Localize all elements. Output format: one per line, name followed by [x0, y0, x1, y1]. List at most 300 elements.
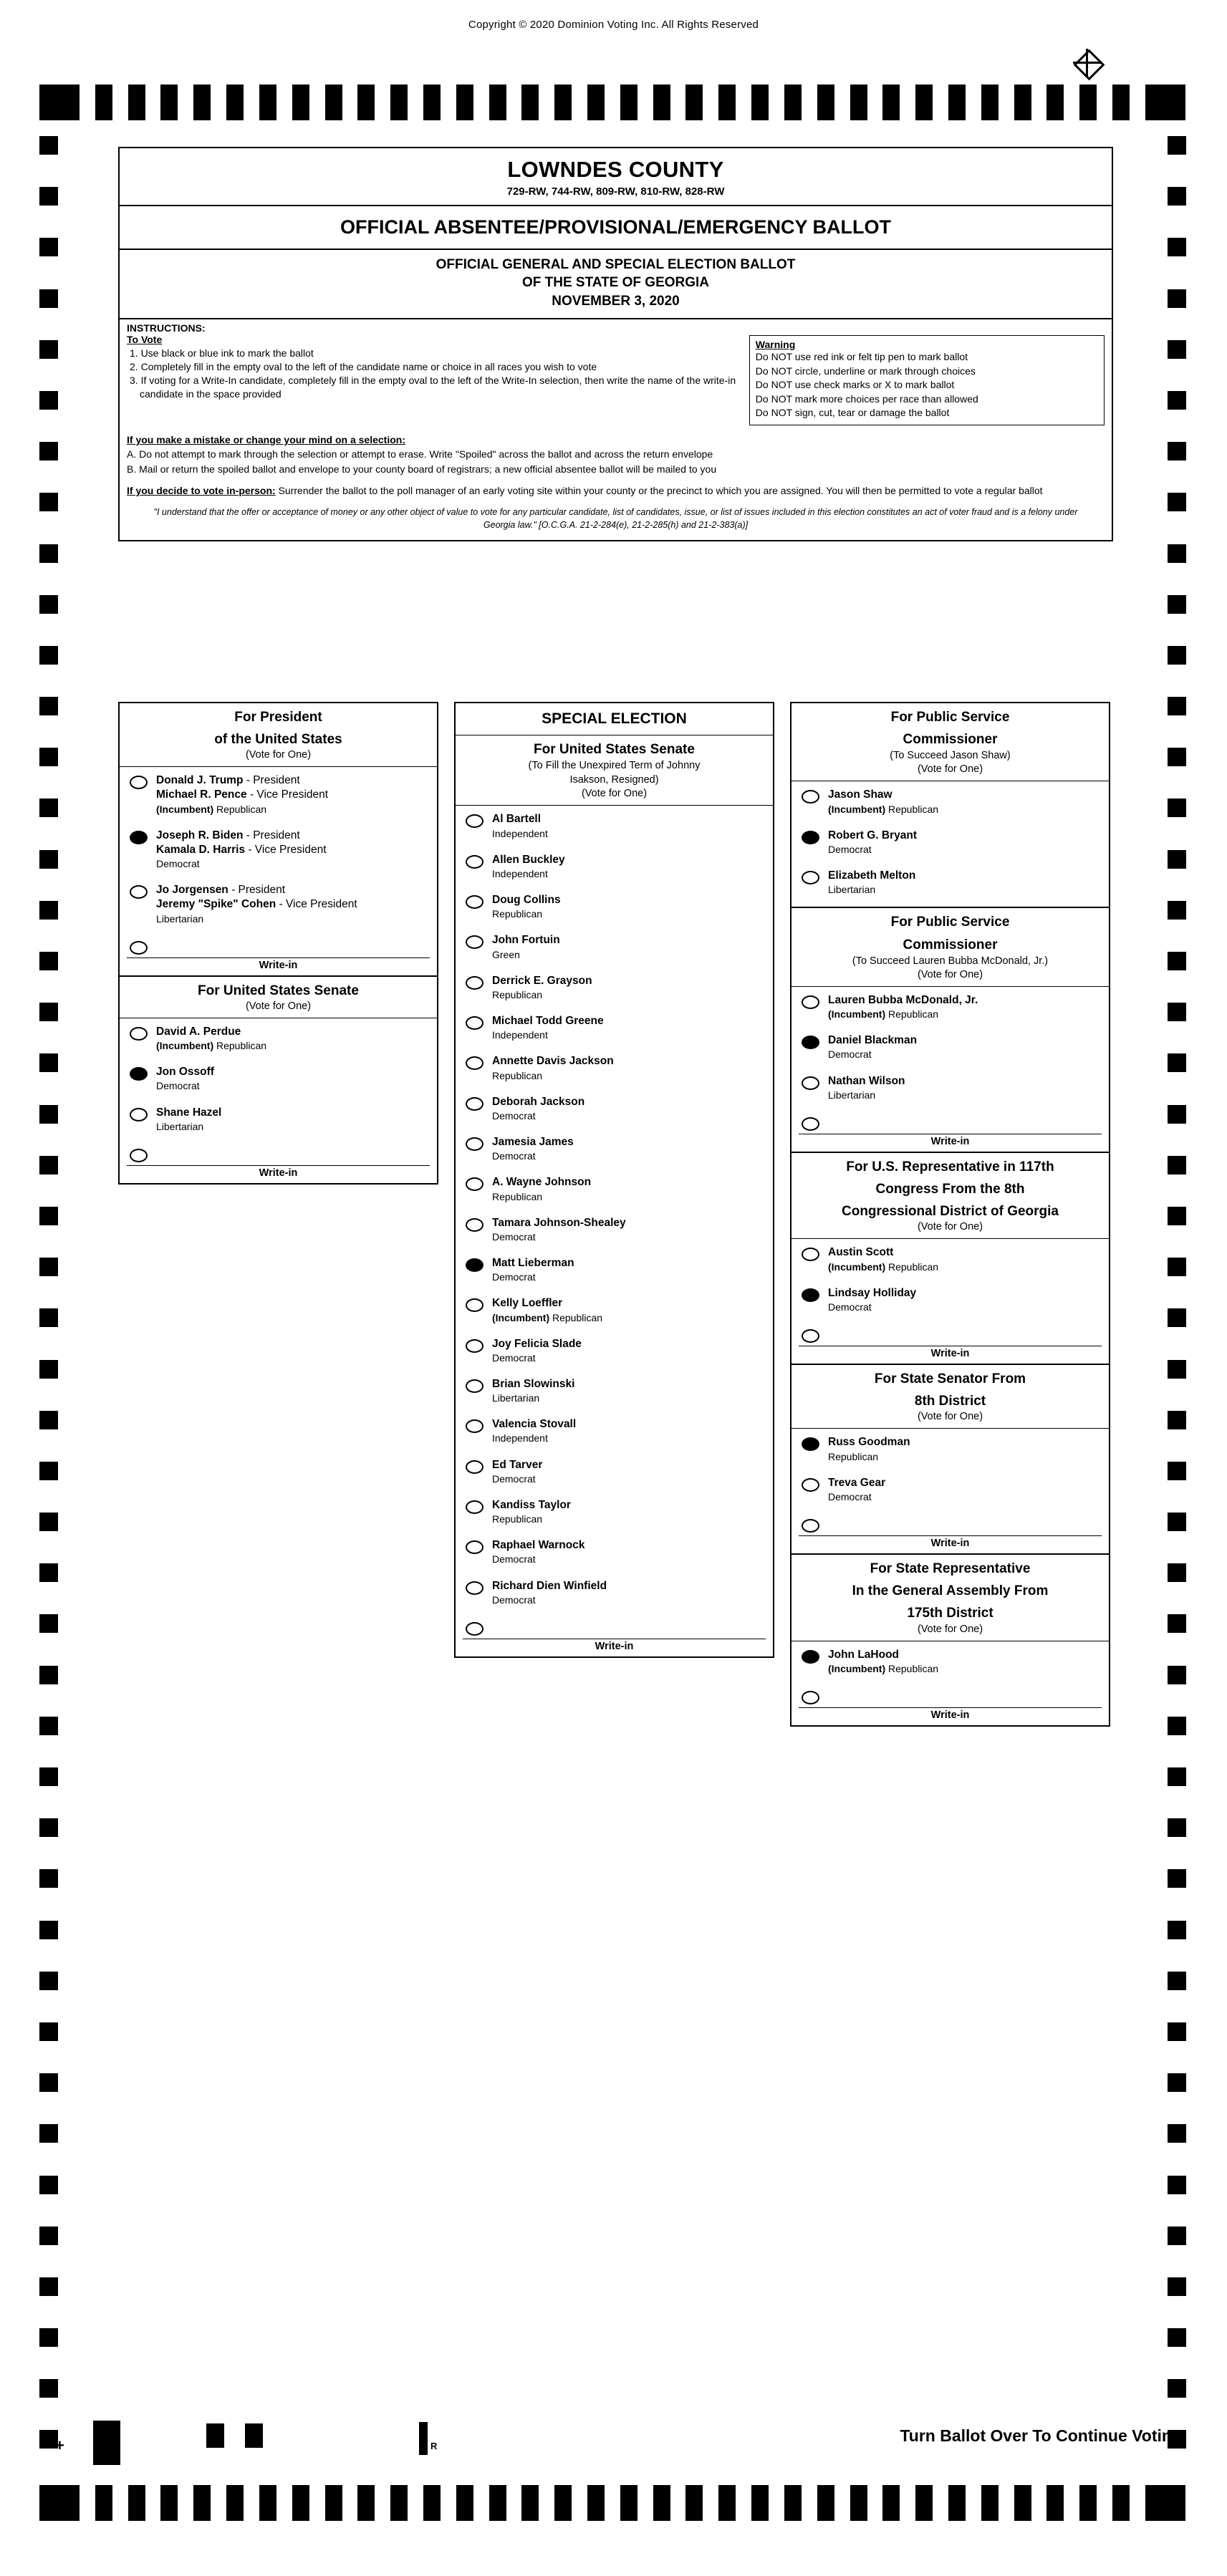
candidate-option[interactable] [456, 1129, 773, 1169]
party-label: Republican [492, 1190, 543, 1202]
vote-oval[interactable] [466, 935, 483, 949]
registration-mark-icon [1073, 49, 1102, 77]
candidate-name: Austin Scott [828, 1246, 894, 1259]
precinct-list: 729-RW, 744-RW, 809-RW, 810-RW, 828-RW [506, 185, 725, 198]
timing-mark [39, 187, 58, 206]
candidate-option[interactable] [456, 1573, 773, 1613]
vote-oval[interactable] [466, 1016, 483, 1030]
voter-fraud-affirmation: "I understand that the offer or acceptance of money or any other object of value to vote for any particular candidate, list of candidates, issue, or list of issues included in this election constitutes an act of voter fraud and is a felony under Georgia law." [O.C.G.A. 21-2-284(e), 21-2-285(h) and 21-2-383(a)] [153, 507, 1078, 530]
contest-title-line2: 8th District [914, 1394, 986, 1409]
candidate-name: Joseph R. Biden [156, 829, 244, 841]
vote-oval[interactable] [466, 1218, 483, 1232]
candidate-name: Treva Gear [828, 1476, 886, 1489]
timing-marks-top [39, 85, 1185, 120]
incumbent-label: (Incumbent) [492, 1311, 550, 1323]
vote-oval[interactable] [802, 1650, 819, 1664]
timing-mark [751, 85, 769, 120]
timing-mark [160, 85, 178, 120]
vote-oval[interactable] [466, 1540, 483, 1554]
candidate-name: David A. Perdue [156, 1025, 241, 1038]
vote-oval[interactable] [466, 1419, 483, 1433]
candidate-option[interactable] [456, 1411, 773, 1451]
write-in-option[interactable] [791, 1682, 1109, 1706]
timing-mark [948, 2485, 966, 2521]
party-label: Republican [492, 1069, 543, 1081]
vote-oval[interactable] [802, 1288, 819, 1302]
timing-mark [1168, 493, 1186, 511]
candidate-option[interactable] [791, 1470, 1109, 1510]
timing-mark [784, 85, 802, 120]
timing-mark [390, 2485, 408, 2521]
timing-mark [1168, 1563, 1186, 1582]
county-title: LOWNDES COUNTY [507, 157, 724, 182]
vote-oval[interactable] [466, 814, 483, 828]
candidate-option[interactable] [791, 1429, 1109, 1469]
candidate-option[interactable] [456, 1492, 773, 1532]
timing-mark [1168, 850, 1186, 869]
vote-oval[interactable] [130, 941, 148, 955]
mistake-title: If you make a mistake or change your mind on a selection: [127, 433, 405, 445]
vote-oval[interactable] [466, 1460, 483, 1474]
candidate-option[interactable] [456, 1452, 773, 1492]
timing-mark [39, 1258, 58, 1276]
vote-oval[interactable] [802, 1076, 819, 1090]
timing-mark [325, 85, 342, 120]
timing-mark [39, 493, 58, 511]
contest-title-line2: of the United States [214, 732, 342, 748]
candidate-name: Annette Davis Jackson [492, 1055, 614, 1068]
general-election-line1: OFFICIAL GENERAL AND SPECIAL ELECTION BALLOT [436, 257, 796, 272]
vote-oval[interactable] [802, 1248, 819, 1261]
timing-mark [882, 85, 900, 120]
timing-mark [39, 1767, 58, 1786]
timing-mark [39, 85, 80, 120]
contest-title: For U.S. Representative in 117th [846, 1159, 1054, 1174]
candidate-option[interactable] [456, 1331, 773, 1371]
vote-oval[interactable] [466, 855, 483, 869]
vote-oval[interactable] [802, 1691, 819, 1704]
party-label: Democrat [156, 1080, 200, 1092]
party-label: Libertarian [156, 1120, 204, 1132]
candidate-option[interactable] [456, 1008, 773, 1048]
plus-mark: + [55, 2436, 64, 2454]
candidate-option[interactable] [120, 877, 437, 931]
candidate-name: Russ Goodman [828, 1436, 910, 1449]
vote-oval[interactable] [802, 1036, 819, 1049]
contest-title-line2: Commissioner [903, 732, 998, 748]
candidate-option[interactable] [456, 1169, 773, 1209]
candidate-name: Donald J. Trump [156, 774, 244, 787]
timing-mark [39, 2124, 58, 2143]
timing-mark [1168, 1003, 1186, 1021]
timing-mark [39, 1563, 58, 1582]
party-label: Independent [492, 827, 548, 839]
timing-mark [259, 2485, 276, 2521]
timing-mark [1168, 340, 1186, 359]
candidate-name: Joy Felicia Slade [492, 1337, 582, 1350]
timing-mark [39, 799, 58, 817]
write-in-option[interactable] [456, 1613, 773, 1637]
write-in-option[interactable] [791, 1510, 1109, 1534]
candidate-option[interactable] [791, 1280, 1109, 1320]
write-in-label: Write-in [259, 1167, 298, 1179]
vote-oval[interactable] [466, 1622, 483, 1636]
candidate-name: Michael Todd Greene [492, 1015, 604, 1028]
timing-mark [981, 85, 999, 120]
instruction-step-1: 1. Use black or blue ink to mark the ballot [130, 347, 314, 359]
timing-mark [521, 85, 539, 120]
timing-mark [1168, 901, 1186, 920]
timing-mark [1168, 1156, 1186, 1174]
vote-oval[interactable] [130, 1108, 148, 1121]
candidate-name: Valencia Stovall [492, 1418, 577, 1431]
mark-block-4 [419, 2422, 428, 2455]
timing-mark [39, 2485, 80, 2521]
party-label: Republican [888, 1662, 939, 1674]
timing-mark [1168, 2124, 1186, 2143]
warning-title: Warning [755, 339, 796, 350]
vote-oval[interactable] [802, 1437, 819, 1451]
timing-mark [685, 2485, 703, 2521]
vote-oval[interactable] [130, 1067, 148, 1081]
party-label: Democrat [492, 1553, 536, 1566]
warning-4: Do NOT mark more choices per race than allowed [755, 392, 978, 405]
party-label: Democrat [828, 843, 872, 855]
timing-mark [357, 2485, 375, 2521]
warning-3: Do NOT use check marks or X to mark ballot [755, 379, 955, 391]
candidate-option[interactable] [791, 822, 1109, 862]
ballot-header-box [118, 147, 1113, 541]
vote-for-instruction: (Vote for One) [917, 763, 983, 776]
contest-subtitle: (To Succeed Lauren Bubba McDonald, Jr.) [852, 955, 1049, 967]
incumbent-label: (Incumbent) [828, 1662, 886, 1674]
timing-mark [1168, 544, 1186, 563]
timing-mark [1168, 1614, 1186, 1633]
candidate-name: Doug Collins [492, 894, 561, 907]
write-in-option[interactable] [120, 932, 437, 956]
timing-mark [39, 1105, 58, 1124]
timing-mark [981, 2485, 999, 2521]
timing-mark [653, 85, 670, 120]
candidate-role: - President [243, 774, 300, 787]
official-ballot-title: OFFICIAL ABSENTEE/PROVISIONAL/EMERGENCY BALLOT [340, 216, 892, 238]
contest-subtitle-line1: (To Fill the Unexpired Term of Johnny [528, 760, 701, 772]
candidate-option[interactable] [791, 1239, 1109, 1279]
timing-mark [160, 2485, 178, 2521]
timing-mark [39, 1717, 58, 1735]
party-label: Independent [492, 1029, 548, 1041]
timing-mark [39, 1513, 58, 1531]
vote-oval[interactable] [802, 1519, 819, 1533]
timing-mark [1168, 1411, 1186, 1429]
timing-mark [587, 85, 605, 120]
candidate-name: Richard Dien Winfield [492, 1579, 607, 1592]
timing-mark [587, 2485, 605, 2521]
timing-mark [39, 1308, 58, 1327]
candidate-option[interactable] [456, 1290, 773, 1330]
timing-mark [1168, 748, 1186, 766]
instruction-step-3: 3. If voting for a Write-In candidate, completely fill in the empty oval to the left of the Write-In selection, then write the name of the write-in candidate in the space provided [130, 374, 736, 400]
candidate-option[interactable] [456, 927, 773, 967]
timing-mark [685, 85, 703, 120]
timing-mark [1168, 1767, 1186, 1786]
write-in-option[interactable] [791, 1320, 1109, 1344]
timing-mark [39, 1972, 58, 1990]
contest-title-line2: In the General Assembly From [852, 1583, 1049, 1599]
contest-psc-mcdonald [790, 908, 1110, 1152]
to-vote-title: To Vote [127, 334, 163, 345]
write-in-option[interactable] [791, 1108, 1109, 1132]
candidate-option[interactable] [456, 1250, 773, 1290]
vote-oval[interactable] [802, 995, 819, 1009]
vote-oval[interactable] [130, 831, 148, 844]
party-label: Republican [492, 988, 543, 1000]
timing-mark [850, 85, 867, 120]
candidate-option[interactable] [456, 1089, 773, 1129]
vote-oval[interactable] [802, 1117, 819, 1131]
write-in-label: Write-in [930, 1538, 970, 1550]
vote-for-instruction: (Vote for One) [917, 1623, 983, 1635]
candidate-option[interactable] [791, 1027, 1109, 1067]
timing-mark [1168, 799, 1186, 817]
running-mate-name: Kamala D. Harris [156, 843, 246, 856]
timing-mark [850, 2485, 867, 2521]
timing-mark [39, 1207, 58, 1225]
contest-psc-shaw [790, 702, 1110, 908]
timing-mark [1168, 595, 1186, 614]
party-label: Republican [888, 803, 939, 815]
party-label: Independent [492, 1432, 548, 1444]
candidate-name: John LaHood [828, 1648, 900, 1661]
special-election-header: SPECIAL ELECTION [542, 710, 687, 727]
party-label: Democrat [828, 1048, 872, 1061]
timing-mark [948, 85, 966, 120]
contest-us-senate [118, 977, 438, 1185]
candidate-name: Tamara Johnson-Shealey [492, 1216, 626, 1229]
ballot-columns [118, 702, 1110, 1727]
timing-mark [1014, 2485, 1031, 2521]
candidate-option[interactable] [120, 767, 437, 821]
timing-mark [193, 85, 211, 120]
candidate-name: Allen Buckley [492, 853, 565, 866]
timing-mark [1046, 2485, 1064, 2521]
vote-oval[interactable] [466, 1379, 483, 1393]
timing-mark [39, 646, 58, 665]
timing-mark [1168, 1258, 1186, 1276]
running-mate-name: Jeremy "Spike" Cohen [156, 898, 276, 911]
vote-oval[interactable] [802, 871, 819, 884]
timing-mark [554, 2485, 572, 2521]
candidate-option[interactable] [456, 1371, 773, 1411]
candidate-option[interactable] [791, 1068, 1109, 1108]
party-label: Green [492, 948, 520, 960]
candidate-option[interactable] [456, 1048, 773, 1088]
contest-subtitle: (To Succeed Jason Shaw) [890, 750, 1011, 762]
timing-marks-right [1168, 136, 1186, 2449]
incumbent-label: (Incumbent) [828, 1008, 886, 1021]
vote-oval[interactable] [130, 776, 148, 789]
vote-oval[interactable] [802, 1478, 819, 1492]
timing-mark [259, 85, 276, 120]
vote-oval[interactable] [130, 1149, 148, 1162]
timing-mark [292, 2485, 309, 2521]
timing-mark [95, 2485, 112, 2521]
timing-mark [39, 1156, 58, 1174]
vote-oval[interactable] [130, 885, 148, 899]
write-in-label: Write-in [930, 1348, 970, 1360]
contest-title-line2: Commissioner [903, 937, 998, 952]
contest-title: For United States Senate [534, 742, 695, 757]
candidate-option[interactable] [791, 781, 1109, 821]
election-date: NOVEMBER 3, 2020 [552, 294, 680, 309]
mistake-option-b: B. Mail or return the spoiled ballot and envelope to your county board of registrars; a new official absentee ballot will be mailed to you [127, 463, 717, 475]
incumbent-label: (Incumbent) [828, 1260, 886, 1273]
timing-mark [489, 85, 506, 120]
vote-oval[interactable] [802, 1329, 819, 1343]
vote-oval[interactable] [802, 831, 819, 844]
timing-mark [718, 2485, 736, 2521]
write-in-label: Write-in [930, 1709, 970, 1721]
timing-mark [325, 2485, 342, 2521]
candidate-option[interactable] [791, 1641, 1109, 1682]
instructions-section [120, 319, 1112, 540]
candidate-option[interactable] [120, 1058, 437, 1099]
timing-mark [226, 2485, 244, 2521]
timing-mark [39, 1869, 58, 1888]
warning-1: Do NOT use red ink or felt tip pen to mark ballot [755, 351, 968, 362]
vote-oval[interactable] [466, 1339, 483, 1353]
candidate-option[interactable] [456, 887, 773, 927]
candidate-option[interactable] [456, 1210, 773, 1250]
candidate-name: Raphael Warnock [492, 1539, 585, 1552]
running-mate-role: - Vice President [245, 843, 327, 856]
candidate-option[interactable] [456, 846, 773, 887]
candidate-name: Matt Lieberman [492, 1257, 574, 1270]
candidate-name: Kandiss Taylor [492, 1499, 571, 1511]
timing-mark [193, 2485, 211, 2521]
timing-mark [1168, 238, 1186, 256]
timing-mark [1168, 391, 1186, 410]
timing-mark [39, 2227, 58, 2245]
party-label: Independent [492, 867, 548, 879]
vote-oval[interactable] [466, 1056, 483, 1070]
timing-mark [718, 85, 736, 120]
vote-oval[interactable] [802, 790, 819, 804]
timing-marks-bottom [39, 2485, 1185, 2521]
timing-mark [39, 1411, 58, 1429]
timing-mark [1168, 2073, 1186, 2092]
instructions-label: INSTRUCTIONS: [127, 322, 206, 334]
vote-oval[interactable] [466, 1298, 483, 1312]
timing-mark [817, 2485, 834, 2521]
candidate-option[interactable] [120, 1018, 437, 1058]
candidate-option[interactable] [791, 862, 1109, 902]
candidate-option[interactable] [791, 987, 1109, 1027]
timing-mark [1168, 2227, 1186, 2245]
timing-mark [39, 748, 58, 766]
party-label: Republican [828, 1450, 879, 1462]
candidate-name: John Fortuin [492, 934, 560, 947]
candidate-option[interactable] [456, 806, 773, 846]
timing-mark [915, 2485, 933, 2521]
timing-mark [39, 1053, 58, 1072]
general-election-line2: OF THE STATE OF GEORGIA [521, 275, 710, 290]
candidate-name: Jamesia James [492, 1136, 574, 1149]
running-mate-role: - Vice President [276, 898, 357, 911]
timing-mark [39, 1818, 58, 1837]
candidate-option[interactable] [456, 1532, 773, 1572]
party-label: Republican [888, 1008, 939, 1021]
party-label: Republican [888, 1260, 939, 1273]
candidate-name: Daniel Blackman [828, 1034, 918, 1047]
write-in-label: Write-in [930, 1135, 970, 1147]
vote-for-instruction: (Vote for One) [245, 749, 312, 761]
vote-oval[interactable] [466, 1581, 483, 1595]
running-mate-name: Michael R. Pence [156, 788, 247, 801]
candidate-option[interactable] [456, 968, 773, 1008]
ballot-column-right [790, 702, 1110, 1727]
party-label: Democrat [492, 1351, 536, 1364]
party-label: Libertarian [828, 884, 876, 896]
party-label: Democrat [156, 858, 200, 870]
party-label: Libertarian [828, 1089, 876, 1101]
candidate-role: - President [228, 884, 286, 897]
timing-mark [39, 1921, 58, 1939]
contest-state-representative [790, 1555, 1110, 1727]
timing-mark [39, 544, 58, 563]
candidate-name: Jo Jorgensen [156, 884, 228, 897]
timing-mark [1168, 1921, 1186, 1939]
timing-mark [1168, 1207, 1186, 1225]
write-in-option[interactable] [120, 1139, 437, 1164]
timing-mark [456, 85, 473, 120]
vote-oval[interactable] [466, 1097, 483, 1111]
party-label: Democrat [492, 1472, 536, 1485]
write-in-label: Write-in [595, 1640, 634, 1652]
vote-oval[interactable] [466, 1258, 483, 1272]
timing-mark [1014, 85, 1031, 120]
timing-mark [1168, 1360, 1186, 1379]
candidate-role: - President [243, 829, 300, 841]
vote-for-instruction: (Vote for One) [917, 968, 983, 980]
timing-mark [39, 2379, 58, 2398]
vote-oval[interactable] [466, 895, 483, 909]
timing-mark [1168, 1666, 1186, 1684]
timing-marks-left [39, 136, 58, 2449]
candidate-option[interactable] [120, 1099, 437, 1139]
timing-mark [1168, 2277, 1186, 2296]
timing-mark [1168, 697, 1186, 715]
timing-mark [39, 595, 58, 614]
warning-5: Do NOT sign, cut, tear or damage the ballot [755, 407, 950, 419]
timing-mark [1168, 1972, 1186, 1990]
vote-oval[interactable] [466, 1137, 483, 1151]
vote-oval[interactable] [130, 1027, 148, 1041]
timing-mark [1168, 1105, 1186, 1124]
vote-oval[interactable] [466, 1177, 483, 1191]
candidate-name: Nathan Wilson [828, 1074, 905, 1087]
vote-for-instruction: (Vote for One) [917, 1221, 983, 1233]
candidate-name: Ed Tarver [492, 1458, 543, 1471]
vote-oval[interactable] [466, 976, 483, 990]
party-label: Democrat [828, 1490, 872, 1502]
candidate-name: A. Wayne Johnson [492, 1176, 592, 1189]
candidate-option[interactable] [120, 822, 437, 877]
vote-oval[interactable] [466, 1500, 483, 1514]
timing-mark [521, 2485, 539, 2521]
timing-mark [1168, 2022, 1186, 2041]
timing-mark [456, 2485, 473, 2521]
